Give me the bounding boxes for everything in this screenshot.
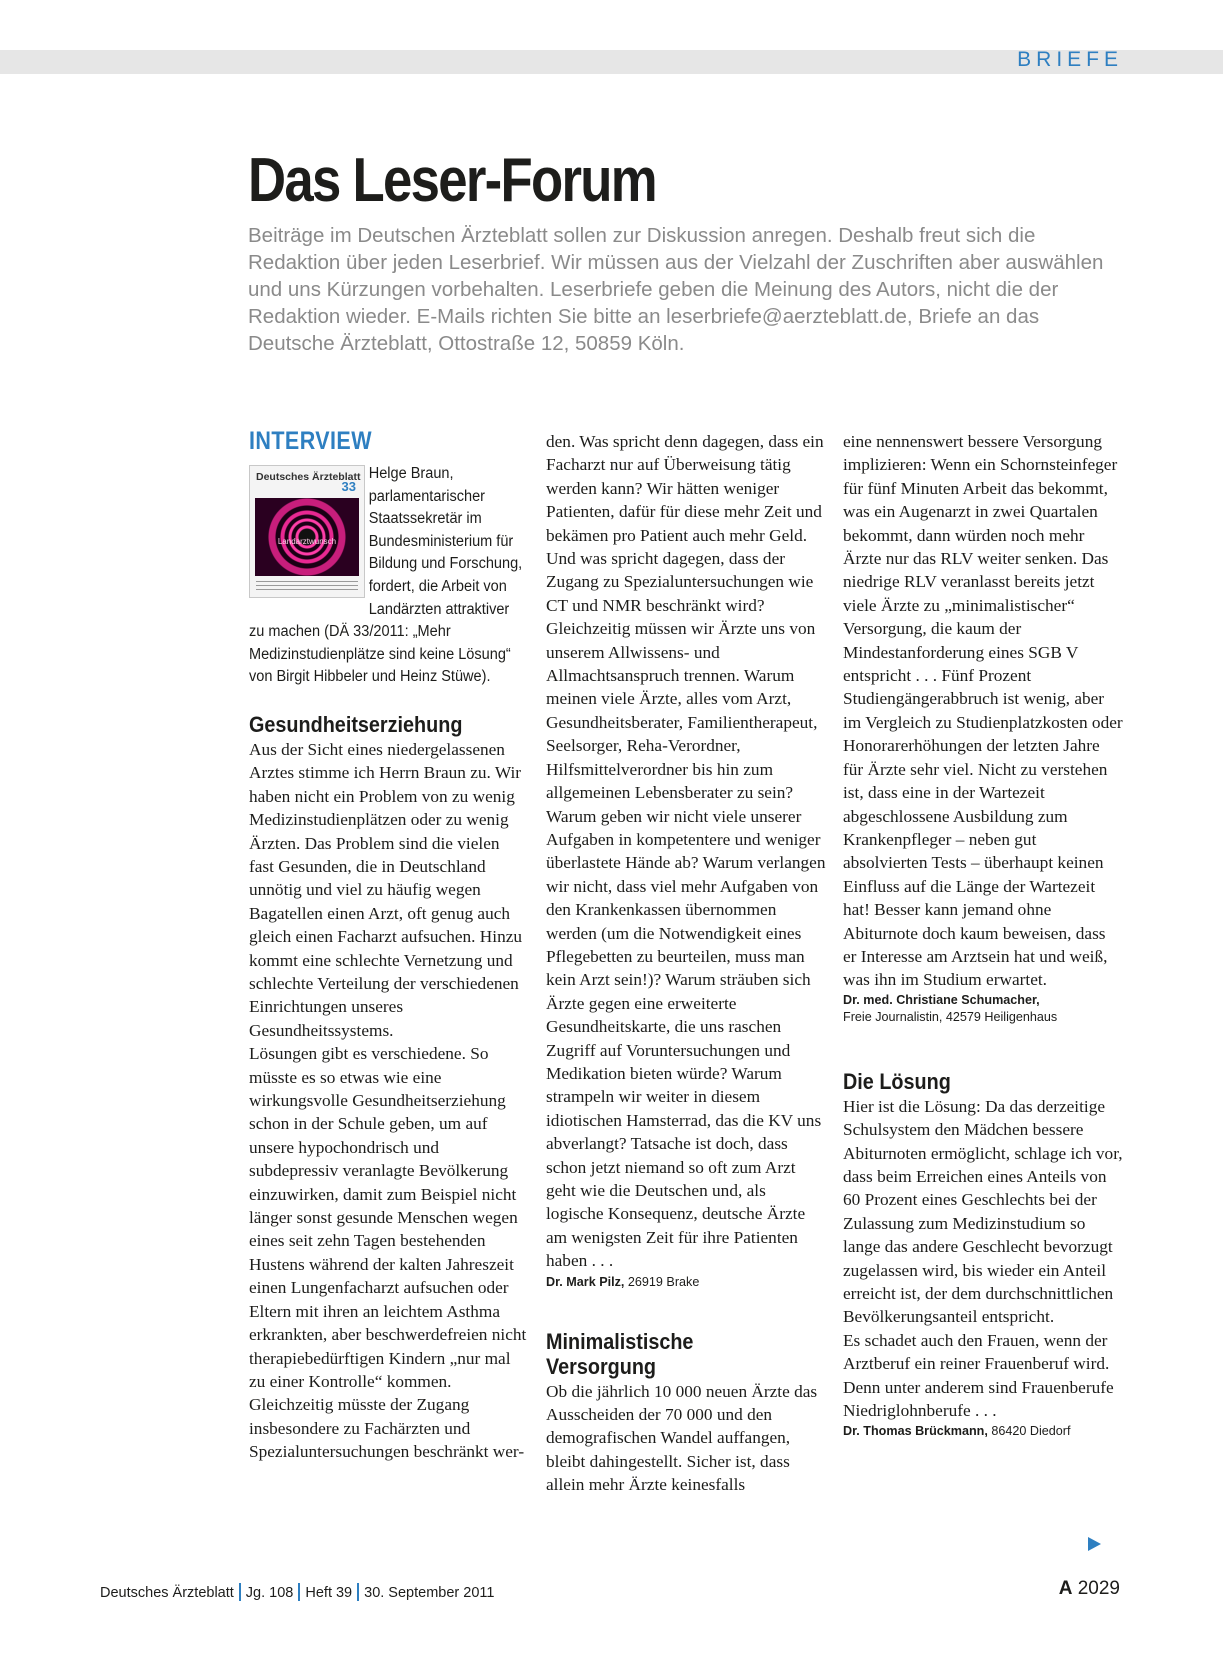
footer-citation xyxy=(100,1583,494,1601)
section-label: BRIEFE xyxy=(1017,48,1123,71)
letter-2-author: Dr. med. Christiane Schumacher, xyxy=(843,992,1040,1007)
footer-journal: Deutsches Ärzteblatt xyxy=(100,1585,234,1601)
letter-heading-gesundheitserziehung: Gesundheitserziehung xyxy=(249,711,463,737)
footer-volume: Jg. 108 xyxy=(245,1585,294,1601)
continue-arrow-icon[interactable] xyxy=(1088,1537,1101,1551)
letter-2-signature xyxy=(843,992,1123,1026)
letter-3-paragraph-2: Es schadet auch den Frauen, wenn der Arztberuf ein reiner Frauenberuf wird. xyxy=(843,1330,1110,1374)
footer-separator xyxy=(298,1583,300,1601)
letter-1-paragraph-3: Gleichzeitig müsste der Zugang insbesondere zu Fachärzten und Spezialuntersuchungen beschränkt wer- xyxy=(249,1395,525,1462)
page-title: Das Leser-Forum xyxy=(248,146,656,215)
page-number xyxy=(1059,1578,1120,1600)
letter-heading-die-loesung: Die Lösung xyxy=(843,1068,951,1094)
footer-separator xyxy=(357,1583,359,1601)
page-prefix: A xyxy=(1058,1578,1073,1599)
letter-1-paragraph-3-cont: den. Was spricht denn dagegen, dass ein Facharzt nur auf Überweisung tätig werden kann? Wir hätten weniger Patienten, dafür für diese mehr Zeit und bekämen pro Patient auch mehr Geld. Und was spricht dagegen, dass der Zugang zu Spezialuntersuchungen wie CT und NMR beschränkt wird? xyxy=(546,432,824,615)
interview-lead: Helge Braun, parlamentarischer Staatssekretär im Bundesministerium für Bildung und Forschung, fordert, die Arbeit von Landärzten attraktiver zu machen (DÄ 33/2011: „Mehr Medizinstudienplätze sind keine Lösung“ von Birgit Hibbeler und Heinz Stüwe). xyxy=(249,465,523,686)
footer-date: 30. September 2011 xyxy=(364,1585,495,1601)
letter-3-author-place: 86420 Diedorf xyxy=(987,1424,1071,1439)
letter-3-signature xyxy=(843,1422,1123,1441)
column-3 xyxy=(843,430,1123,1441)
letter-1-paragraph-1: Aus der Sicht eines niedergelassenen Arztes stimme ich Herrn Braun zu. Wir haben nicht ein Problem von zu wenig Medizinstudienplätzen oder zu wenig Ärzten. Das Problem sind die vielen fast Gesunden, die in Deutschland unnötig und viel zu häufig wegen Bagatellen einen Arzt, oft genug auch gleich einen Facharzt aufsuchen. Hinzu kommt eine schlechte Vernetzung und schlechte Verteilung der verschiedenen Einrichtungen unseres Gesundheitssystems. xyxy=(249,739,523,1040)
thumbnail-masthead: Deutsches Ärzteblatt xyxy=(256,471,361,483)
column-2 xyxy=(546,430,826,1497)
letter-1-author-place: 26919 Brake xyxy=(624,1274,700,1289)
letter-heading-minimalistische-versorgung-line2: Versorgung xyxy=(546,1353,657,1379)
letter-2-paragraph-1-cont: eine nennenswert bessere Versorgung implizieren: Wenn ein Schornsteinfeger für fünf Minuten Arbeit das bekommt, was ein Augenarzt in zwei Quartalen bekommt, dann würden noch mehr Ärzte nur das RLV weiter senken. Das niedrige RLV veranlasst bereits jetzt viele Ärzte zu „minimalistischer“ Versorgung, die kaum der Mindestanforderung eines SGB V entspricht . . . Fünf Prozent Studiengängerabbruch ist wenig, aber im Vergleich zu Studienplatzkosten oder Honorarerhöhungen der letzten Jahre für Ärzte sehr viel. Nicht zu verstehen ist, dass eine in der Wartezeit abgeschlossene Ausbildung zum Krankenpfleger – neben gut absolvierten Tests – überhaupt keinen Einfluss auf die Länge der Wartezeit hat! Besser kann jemand ohne Abiturnote doch kaum beweisen, dass er Interesse am Arztsein hat und weiß, was ihn im Studium erwartet. xyxy=(843,432,1123,990)
letter-3-author: Dr. Thomas Brückmann, xyxy=(843,1424,988,1439)
column-1 xyxy=(249,427,527,1464)
interview-kicker: INTERVIEW xyxy=(249,427,372,455)
letter-2-paragraph-1: Ob die jährlich 10 000 neuen Ärzte das Ausscheiden der 70 000 und den demografischen Wandel auffangen, bleibt dahingestellt. Sicher ist, dass allein mehr Ärzte keinesfalls xyxy=(546,1381,818,1495)
footer-separator xyxy=(239,1583,241,1601)
thumbnail-issue-number: 33 xyxy=(341,479,356,494)
interview-lead-block xyxy=(249,463,527,689)
letter-3-paragraph-3: Denn unter anderem sind Frauenberufe Niedriglohnberufe . . . xyxy=(843,1377,1114,1421)
letter-3-paragraph-1: Hier ist die Lösung: Da das derzeitige Schulsystem den Mädchen bessere Abiturnoten ermöglicht, schlage ich vor, dass beim Erreichen eines Anteils von 60 Prozent eines Geschlechts bei der Zulassung zum Medizinstudium so lange das andere Geschlecht bevorzugt zugelassen wird, bis wieder ein Anteil erreicht ist, der dem durchschnittlichen Bevölkerungsanteil entspricht. xyxy=(843,1096,1123,1327)
letter-1-signature xyxy=(546,1273,826,1292)
letter-heading-minimalistische-versorgung-line1: Minimalistische xyxy=(546,1328,694,1354)
letter-1-paragraph-4: Gleichzeitig müssen wir Ärzte uns von unserem Allwissens- und Allmachtsanspruch trennen. Warum meinen viele Ärzte, alles vom Arzt, Gesundheitsberater, Familientherapeut, Seelsorger, Reha-Verordner, Hilfsmittelverordner bis hin zum allgemeinen Lebensberater zu sein? Warum geben wir nicht viele unserer Aufgaben in kompetentere und weniger überlastete Hände ab? Warum verlangen wir nicht, dass viel mehr Aufgaben von den Krankenkassen übernommen werden (um die Notwendigkeit eines Pflegebetten zu beurteilen, muss man kein Arzt sein!)? Warum sträuben sich Ärzte gegen eine erweiterte Gesundheitskarte, die uns raschen Zugriff auf Voruntersuchungen und Medikation bieten würde? Warum strampeln wir weiter in diesem idiotischen Hamsterrad, das die KV uns abverlangt? Tatsache ist doch, dass schon jetzt niemand so oft zum Arzt geht wie die Deutschen und, als logische Konsequenz, deutsche Ärzte am wenigsten Zeit für ihre Patienten haben . . . xyxy=(546,619,826,1271)
letter-1-paragraph-2: Lösungen gibt es verschiedene. So müsste es so etwas wie eine wirkungsvolle Gesundheitserziehung schon in der Schule geben, um auf unsere hypochondrisch und subdepressiv veranlagte Bevölkerung einzuwirken, damit zum Beispiel nicht länger sonst gesunde Menschen wegen eines seit zehn Tagen bestehenden Hustens während der kalten Jahreszeit einen Lungenfacharzt aufsuchen oder Eltern mit ihren an leichtem Asthma erkrankten, aber beschwerdefreien nicht therapiebedürftigen Kindern „nur mal zu einer Kontrolle“ kommen. xyxy=(249,1044,527,1391)
intro-text: Beiträge im Deutschen Ärzteblatt sollen zur Diskussion anregen. Deshalb freut sich die Redaktion über jeden Leserbrief. Wir müssen aus der Vielzahl der Zuschriften aber auswählen und uns Kürzungen vorbehalten. Leserbriefe geben die Meinung des Autors, nicht die der Redaktion wieder. E-Mails richten Sie bitte an leserbriefe@aerzteblatt.de, Briefe an das Deutsche Ärzteblatt, Ottostraße 12, 50859 Köln. xyxy=(248,224,1104,355)
page-number-value: 2029 xyxy=(1072,1578,1120,1599)
footer-issue: Heft 39 xyxy=(305,1585,353,1601)
letter-1-author: Dr. Mark Pilz, xyxy=(546,1274,625,1289)
thumbnail-cover-text: Landarztwunsch xyxy=(277,537,337,546)
letter-2-author-place: Freie Journalistin, 42579 Heiligenhaus xyxy=(843,1009,1058,1024)
